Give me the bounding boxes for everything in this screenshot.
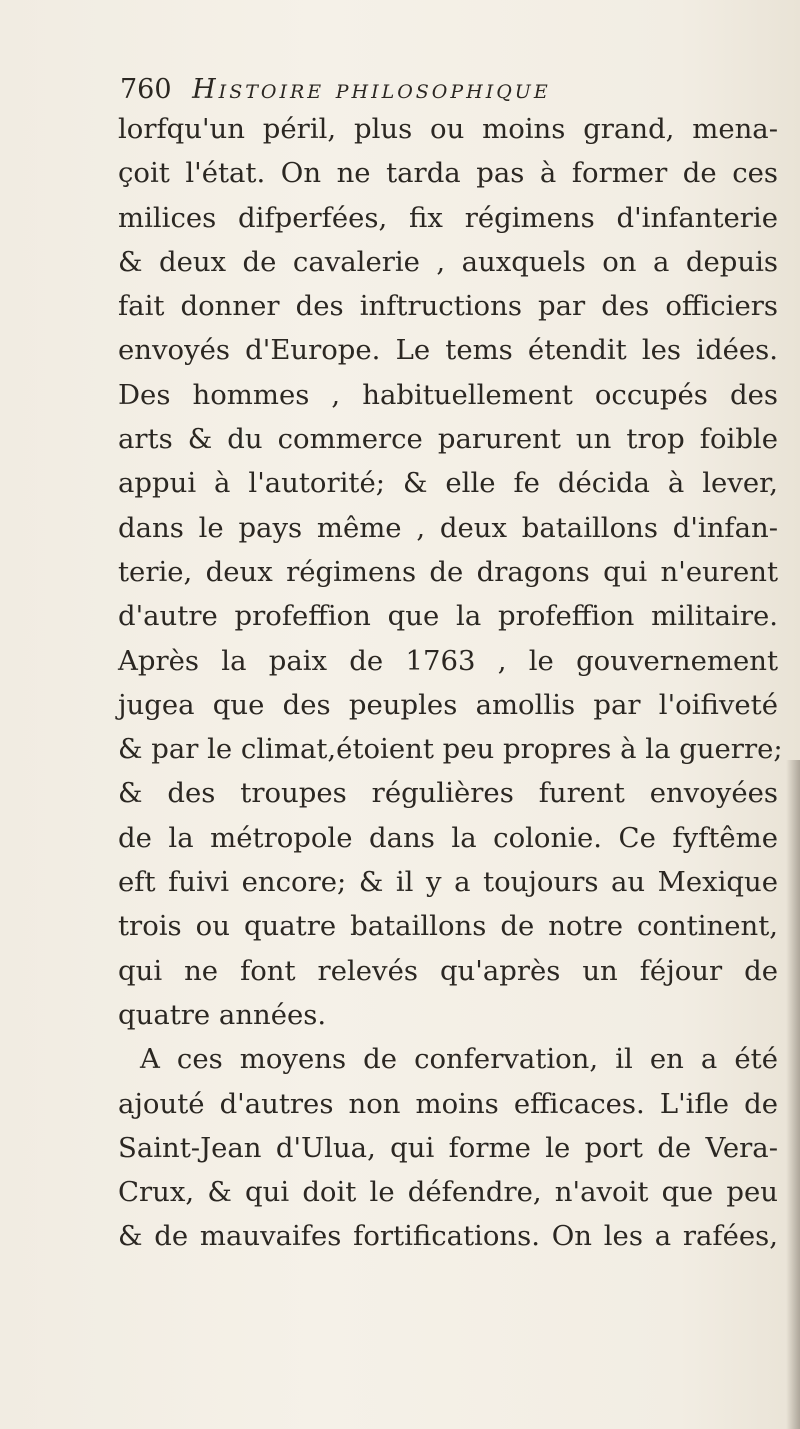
page-number: 760 <box>120 74 172 105</box>
text-line: d'autre profeffion que la profeffion militaire. <box>118 600 778 633</box>
text-line: milices difperfées, fix régimens d'infanterie <box>118 201 778 234</box>
text-line: appui à l'autorité; & elle fe décida à lever, <box>118 467 778 500</box>
text-line: çoit l'état. On ne tarda pas à former de ces <box>118 157 778 190</box>
text-line: & par le climat,étoient peu propres à la guerre; <box>118 733 783 766</box>
running-title: Histoire philosophique <box>192 74 551 105</box>
text-line: & deux de cavalerie , auxquels on a depuis <box>118 245 778 278</box>
text-line: de la métropole dans la colonie. Ce fyftême <box>118 821 778 854</box>
text-line: & de mauvaifes fortifications. On les a rafées, <box>118 1220 778 1253</box>
text-line: & des troupes régulières furent envoyées <box>118 777 778 810</box>
text-line: Des hommes , habituellement occupés des <box>118 378 778 411</box>
text-line: lorfqu'un péril, plus ou moins grand, mena- <box>118 113 778 145</box>
body-text <box>118 107 783 1259</box>
text-line: ajouté d'autres non moins efficaces. L'ifle de <box>118 1087 778 1120</box>
text-line: Après la paix de 1763 , le gouvernement <box>118 644 778 677</box>
text-line: dans le pays même , deux bataillons d'infan- <box>118 511 778 544</box>
text-line: trois ou quatre bataillons de notre continent, <box>118 910 778 943</box>
text-line: fait donner des inftructions par des officiers <box>118 290 778 323</box>
text-line: Saint-Jean d'Ulua, qui forme le port de Vera- <box>118 1131 778 1164</box>
text-line: arts & du commerce parurent un trop foible <box>118 423 778 456</box>
text-line: qui ne font relevés qu'après un féjour de <box>118 954 778 987</box>
text-line: terie, deux régimens de dragons qui n'eurent <box>118 555 778 588</box>
text-line: quatre années. <box>118 998 327 1031</box>
text-line: envoyés d'Europe. Le tems étendit les idées. <box>118 334 778 367</box>
text-line: A ces moyens de confervation, il en a été <box>140 1043 778 1076</box>
text-line: eft fuivi encore; & il y a toujours au Mexique <box>118 866 778 899</box>
text-line: jugea que des peuples amollis par l'oifiveté <box>118 688 778 721</box>
text-line: Crux, & qui doit le défendre, n'avoit que peu <box>118 1176 778 1209</box>
page-edge-shadow <box>786 760 800 1429</box>
